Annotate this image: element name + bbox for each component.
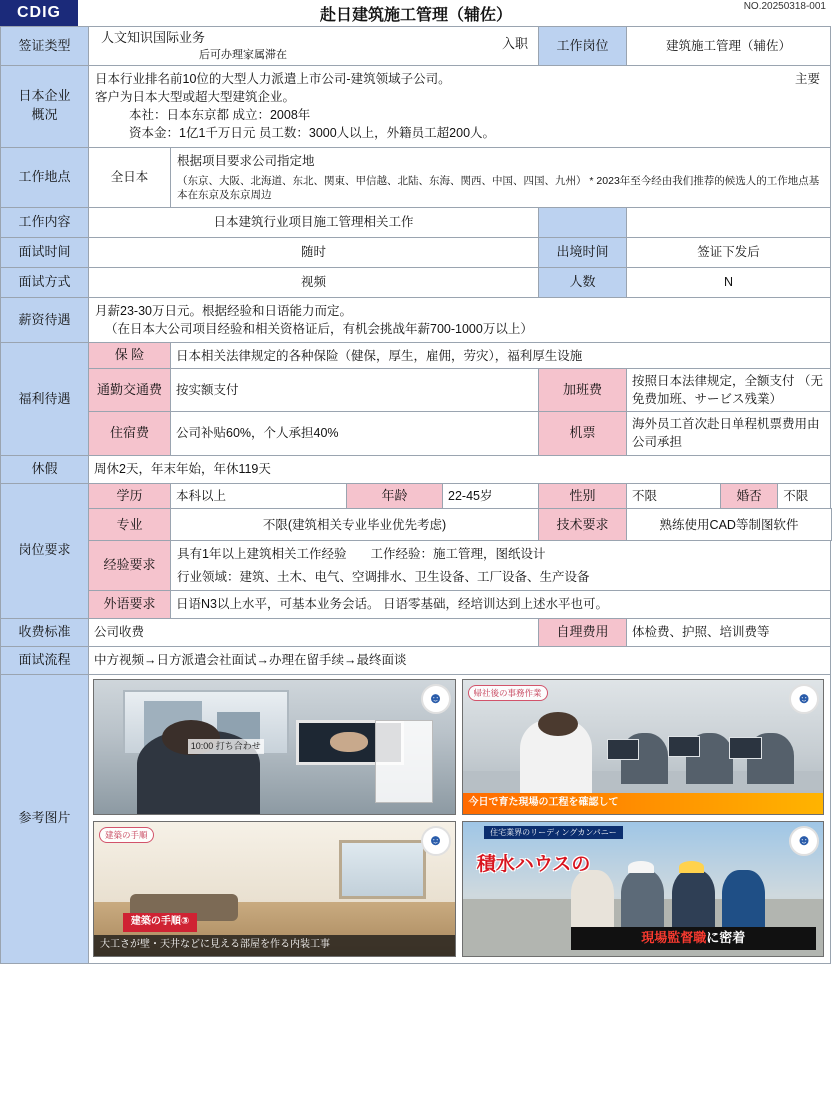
photo4-worker-4: [722, 870, 765, 929]
label-education: 学历: [89, 483, 171, 509]
company-line2: 客户为日本大型或超大型建筑企业。: [95, 90, 296, 105]
value-major: 不限(建筑相关专业毕业优先考虑): [171, 509, 539, 541]
experience-line1: 具有1年以上建筑相关工作经验: [177, 547, 347, 562]
visa-value-cell: [89, 27, 539, 66]
logo-text: CDIG: [17, 4, 61, 21]
visa-mid-label: 入职: [501, 36, 528, 51]
photo-interview[interactable]: [93, 679, 456, 815]
label-holiday: 休假: [1, 455, 89, 483]
company-line1: 日本行业排名前10位的大型人力派遣上市公司-建筑领域子公司。: [95, 72, 451, 86]
label-skill: 技术要求: [539, 509, 627, 541]
label-gender: 性别: [539, 483, 627, 509]
label-housing-fee: 住宿费: [89, 412, 171, 455]
value-education: 本科以上: [171, 483, 347, 509]
location-detail-cell: [171, 147, 831, 208]
label-air-ticket: 机票: [539, 412, 627, 455]
person-icon: ☻: [789, 826, 819, 856]
table-row-req-education: [1, 483, 832, 509]
person-icon: ☻: [789, 684, 819, 714]
company-line3: 本社：日本东京都 成立：2008年: [129, 108, 311, 123]
label-overtime-fee: 加班费: [539, 369, 627, 412]
location-value: 根据项目要求公司指定地: [177, 153, 315, 168]
photo4-caption-highlight: 現場監督職: [641, 929, 707, 945]
page-title: 赴日建筑施工管理（辅佐）: [319, 6, 512, 24]
label-self-fee: 自理费用: [539, 618, 627, 646]
photo4-worker-1: [571, 870, 614, 929]
table-row-req-major: [1, 509, 832, 541]
photo4-helmet-1: [628, 861, 653, 873]
visa-value-sub: 后可办理家属滞在: [199, 49, 287, 62]
photo1-sidebar: [375, 720, 433, 803]
label-fee-standard: 收费标准: [1, 618, 89, 646]
value-post: 建筑施工管理（辅佐）: [627, 27, 831, 66]
table-row-holiday: [1, 455, 832, 483]
company-logo: [0, 0, 78, 26]
experience-line1-right: 工作经验：施工管理，图纸设计: [370, 547, 546, 562]
company-line4: 资本金：1亿1千万日元 员工数：3000人以上，外籍员工超200人。: [129, 126, 496, 141]
value-headcount: N: [627, 268, 831, 298]
photo4-worker-3: [672, 870, 715, 929]
photo2-lady-head: [538, 712, 578, 736]
salary-line2: （在日本大公司项目经验和相关资格证后，有机会挑战年薪700-1000万以上）: [105, 322, 533, 337]
person-icon: ☻: [421, 684, 451, 714]
experience-line2: 行业领域：建筑、土木、电气、空调排水、卫生设备、工厂设备、生产设备: [177, 569, 590, 584]
company-overview-cell: [89, 66, 831, 148]
label-work-location: 工作地点: [1, 147, 89, 208]
company-line1-right: 主要: [795, 72, 821, 86]
photo-office[interactable]: [462, 679, 825, 815]
document-number: NO.20250318-001: [743, 1, 826, 12]
value-interview-time: 随时: [89, 238, 539, 268]
photo2-monitor-3: [729, 737, 761, 758]
label-language: 外语要求: [89, 590, 171, 618]
table-row-req-language: [1, 590, 832, 618]
photo-interior[interactable]: [93, 821, 456, 957]
table-row-location: [1, 147, 832, 208]
table-row-benefit-1: [1, 343, 832, 369]
salary-cell: [89, 298, 831, 343]
table-row-benefit-2: [1, 369, 832, 412]
photo2-monitor-1: [607, 739, 639, 760]
value-language: 日语N3以上水平，可基本业务会话。 日语零基础，经培训达到上述水平也可。: [171, 590, 831, 618]
photo4-overlay-text: 積水ハウスの: [476, 854, 591, 876]
label-departure-time: 出境时间: [539, 238, 627, 268]
table-row-process: [1, 646, 832, 674]
job-detail-table: [0, 26, 832, 964]
table-row-visa: [1, 27, 832, 66]
value-commute-fee: 按实额支付: [171, 369, 539, 412]
label-experience: 经验要求: [89, 541, 171, 590]
document-header: [0, 0, 832, 26]
value-air-ticket: 海外员工首次赴日单程机票费用由公司承担: [627, 412, 831, 455]
photo4-caption-top: 住宅業界のリーディングカンパニー: [484, 826, 623, 840]
experience-cell: [171, 541, 831, 590]
label-major: 专业: [89, 509, 171, 541]
photo3-window: [339, 840, 426, 899]
label-interview-time: 面试时间: [1, 238, 89, 268]
person-icon: ☻: [421, 826, 451, 856]
photo3-caption-top: 建築の手順: [99, 827, 154, 843]
photo-grid: [89, 675, 830, 963]
table-row-salary: [1, 298, 832, 343]
table-row-work-content: [1, 208, 832, 238]
photo3-overlay-text: 建築の手順③: [123, 913, 197, 932]
photo4-caption-tail: に密着: [706, 929, 746, 945]
value-location-scope: 全日本: [89, 147, 171, 208]
label-post: 工作岗位: [539, 27, 627, 66]
photo1-overlay-text: 10:00 打ち合わせ: [188, 739, 264, 754]
visa-value-main: 人文知识国际业务: [101, 30, 206, 45]
label-salary: 薪资待遇: [1, 298, 89, 343]
salary-line1: 月薪23-30万日元。根据经验和日语能力而定。: [95, 304, 352, 318]
value-marriage: 不限: [778, 484, 830, 508]
photo-site[interactable]: [462, 821, 825, 957]
label-company-overview: 日本企业 概况: [1, 66, 89, 148]
work-content-spacer-1: [539, 208, 627, 238]
label-reference-photos: 参考图片: [1, 674, 89, 963]
value-insurance: 日本相关法律规定的各种保险（健保，厚生，雇佣，劳灾），福利厚生设施: [171, 343, 831, 369]
value-overtime-fee: 按照日本法律规定，全额支付 （无免费加班、サービス残業）: [627, 369, 831, 412]
table-row-benefit-3: [1, 412, 832, 455]
table-row-req-experience: [1, 541, 832, 590]
label-benefits: 福利待遇: [1, 343, 89, 455]
value-holiday: 周休2天，年末年始，年休119天: [89, 455, 831, 483]
photo4-caption-bottom: [571, 927, 816, 950]
value-interview-process: 中方视频→日方派遣会社面试→办理在留手续→最终面谈: [89, 646, 831, 674]
label-age: 年龄: [347, 483, 443, 509]
photo2-caption-bottom: 今日で育た現場の工程を確認して: [463, 793, 824, 814]
table-row-interview-time: [1, 238, 832, 268]
value-departure-time: 签证下发后: [627, 238, 831, 268]
table-row-photos: [1, 674, 832, 963]
photo2-caption-top: 帰社後の事務作業: [468, 685, 548, 701]
photo1-monitor-face: [330, 732, 369, 753]
value-work-content: 日本建筑行业项目施工管理相关工作: [89, 208, 539, 238]
value-interview-method: 视频: [89, 268, 539, 298]
marriage-inner-table: [721, 484, 830, 508]
label-interview-method: 面试方式: [1, 268, 89, 298]
value-gender: 不限: [627, 483, 721, 509]
work-content-spacer-2: [627, 208, 831, 238]
label-marriage: 婚否: [721, 484, 778, 508]
value-skill: 熟练使用CAD等制图软件: [627, 509, 832, 541]
value-self-fee: 体检费、护照、培训费等: [627, 618, 831, 646]
value-housing-fee: 公司补贴60%，个人承担40%: [171, 412, 539, 455]
photo3-caption-bottom: 大工さが壁・天井などに見える部屋を作る内装工事: [94, 935, 455, 956]
label-commute-fee: 通勤交通费: [89, 369, 171, 412]
label-headcount: 人数: [539, 268, 627, 298]
reference-photos-cell: [89, 674, 831, 963]
table-row-company: [1, 66, 832, 148]
photo4-helmet-2: [679, 861, 704, 873]
photo4-worker-2: [621, 870, 664, 929]
value-fee-standard: 公司收费: [89, 618, 539, 646]
table-row-interview-method: [1, 268, 832, 298]
label-requirements: 岗位要求: [1, 483, 89, 618]
marriage-cell: [721, 483, 831, 509]
label-work-content: 工作内容: [1, 208, 89, 238]
label-visa-type: 签证类型: [1, 27, 89, 66]
location-note: （东京、大阪、北海道、东北、関東、甲信越、北陆、东海、関西、中国、四国、九州） * 2023年至今经由我们推荐的候选人的工作地点基本在东京及东京周边: [177, 174, 820, 202]
photo2-monitor-2: [668, 736, 700, 757]
table-row-fees: [1, 618, 832, 646]
value-age: 22-45岁: [443, 483, 539, 509]
label-insurance: 保 险: [89, 343, 171, 369]
label-interview-process: 面试流程: [1, 646, 89, 674]
